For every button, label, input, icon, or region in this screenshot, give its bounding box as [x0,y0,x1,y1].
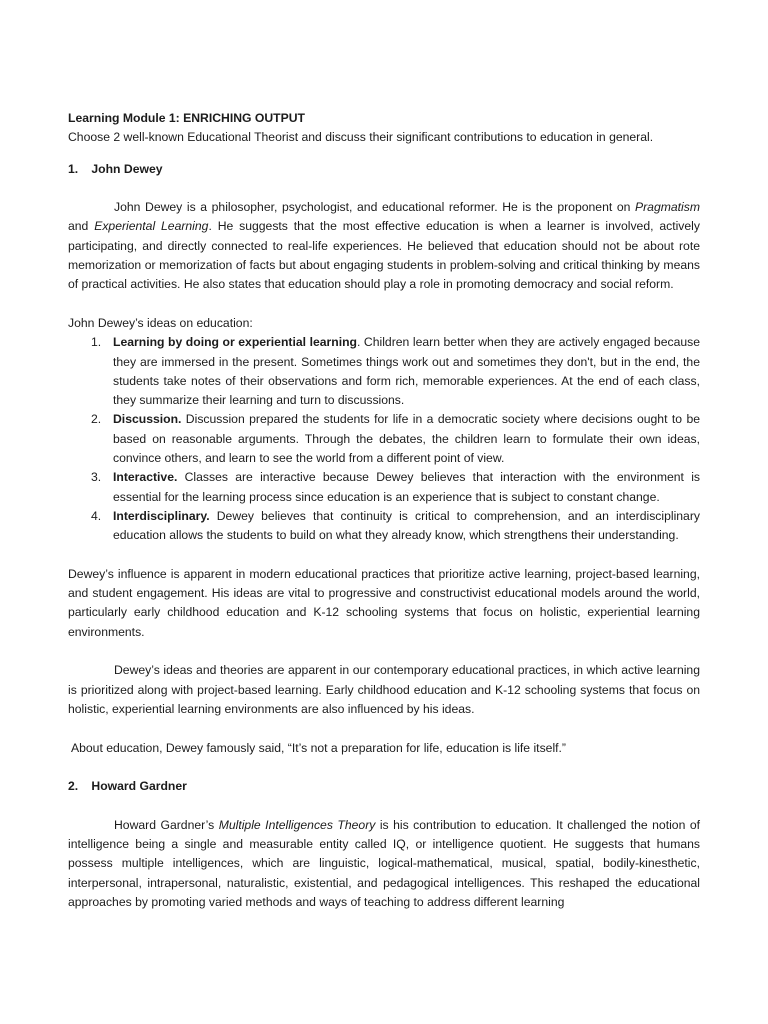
list-item [68,507,700,546]
dewey-influence-paragraph: Dewey’s influence is apparent in modern educational practices that prioritize active learning, project-based learning, and student engagement. His ideas are vital to progressive and constructivist educational models around the world, particularly early childhood education and K-12 schooling systems that focus on holistic, experiential learning environments. [68,566,700,639]
list-term: Discussion. [113,412,182,427]
heading-number: 1. [68,161,79,176]
dewey-ideas-list [68,333,700,545]
heading-text: John Dewey [91,161,163,176]
gardner-intro-paragraph [68,816,700,912]
section-heading-gardner [68,777,700,796]
intro-text: and [68,219,95,234]
document-page [68,109,700,912]
dewey-ideas-label: John Dewey’s ideas on education: [68,315,253,330]
intro-text: . He suggests that the most effective education is when a learner is involved, actively participating, and directly connected to real-life experiences. He believed that education should not be about rote memorization or memorization of facts but about engaging students in problem-solving and critical thinking by means of practical activities. He also states that education should play a role in promoting democracy and social reform. [68,219,700,292]
list-item [68,410,700,468]
list-number: 1. [91,335,102,350]
list-term: Interdisciplinary. [113,508,210,523]
dewey-theories-paragraph: Dewey’s ideas and theories are apparent in our contemporary educational practices, in which active learning is prioritized along with project-based learning. Early childhood education and K-12 schooling systems that focus on holistic, experiential learning environments are also influenced by his ideas. [68,663,700,716]
list-text: Classes are interactive because Dewey believes that interaction with the environment is essential for the learning process since education is an experience that is subject to constant change. [113,470,700,504]
list-item [68,333,700,410]
intro-text: Howard Gardner’s [114,817,219,832]
dewey-intro-paragraph [68,198,700,294]
section-heading-dewey [68,160,700,179]
module-instruction: Choose 2 well-known Educational Theorist and discuss their significant contributions to education in general. [68,130,654,145]
intro-text: John Dewey is a philosopher, psychologist, and educational reformer. He is the proponent on [114,200,635,215]
intro-emphasis: Multiple Intelligences Theory [218,817,376,832]
list-item [68,468,700,507]
heading-text: Howard Gardner [91,779,187,794]
module-title: Learning Module 1: ENRICHING OUTPUT [68,111,305,125]
intro-emphasis: Experiental Learning [94,219,209,234]
list-text: Discussion prepared the students for life in a democratic society where decisions ought to be based on reasonable arguments. Through the debates, the children learn to formulate their own ideas, convince others, and learn to see the world from a different point of view. [113,412,700,466]
list-number: 4. [91,508,102,523]
list-number: 2. [91,412,102,427]
list-text: Dewey believes that continuity is critical to comprehension, and an interdisciplinary education allows the students to build on what they already know, which strengthens their understanding. [113,508,700,543]
list-number: 3. [91,470,102,485]
list-term: Interactive. [113,470,178,485]
heading-number: 2. [68,779,79,794]
intro-text: is his contribution to education. It challenged the notion of intelligence being a single and measurable entity called IQ, or intelligence quotient. He suggests that humans possess multiple intelligences, which are linguistic, logical-mathematical, musical, spatial, bodily-kinesthetic, interpersonal, intrapersonal, naturalistic, existential, and pedagogical intelligences. This reshaped the educational approaches by promoting varied methods and ways of teaching to address different learning [68,817,700,909]
list-text: . Children learn better when they are actively engaged because they are immersed in the present. Sometimes things work out and sometimes they don't, but in the end, the students take notes of their observations and form rich, memorable experiences. At the end of each class, they summarize their learning and turn to discussions. [113,335,700,408]
dewey-quote: About education, Dewey famously said, “It’s not a preparation for life, education is life itself.” [71,740,566,755]
list-term: Learning by doing or experiential learning [113,335,357,350]
intro-emphasis: Pragmatism [634,200,700,215]
